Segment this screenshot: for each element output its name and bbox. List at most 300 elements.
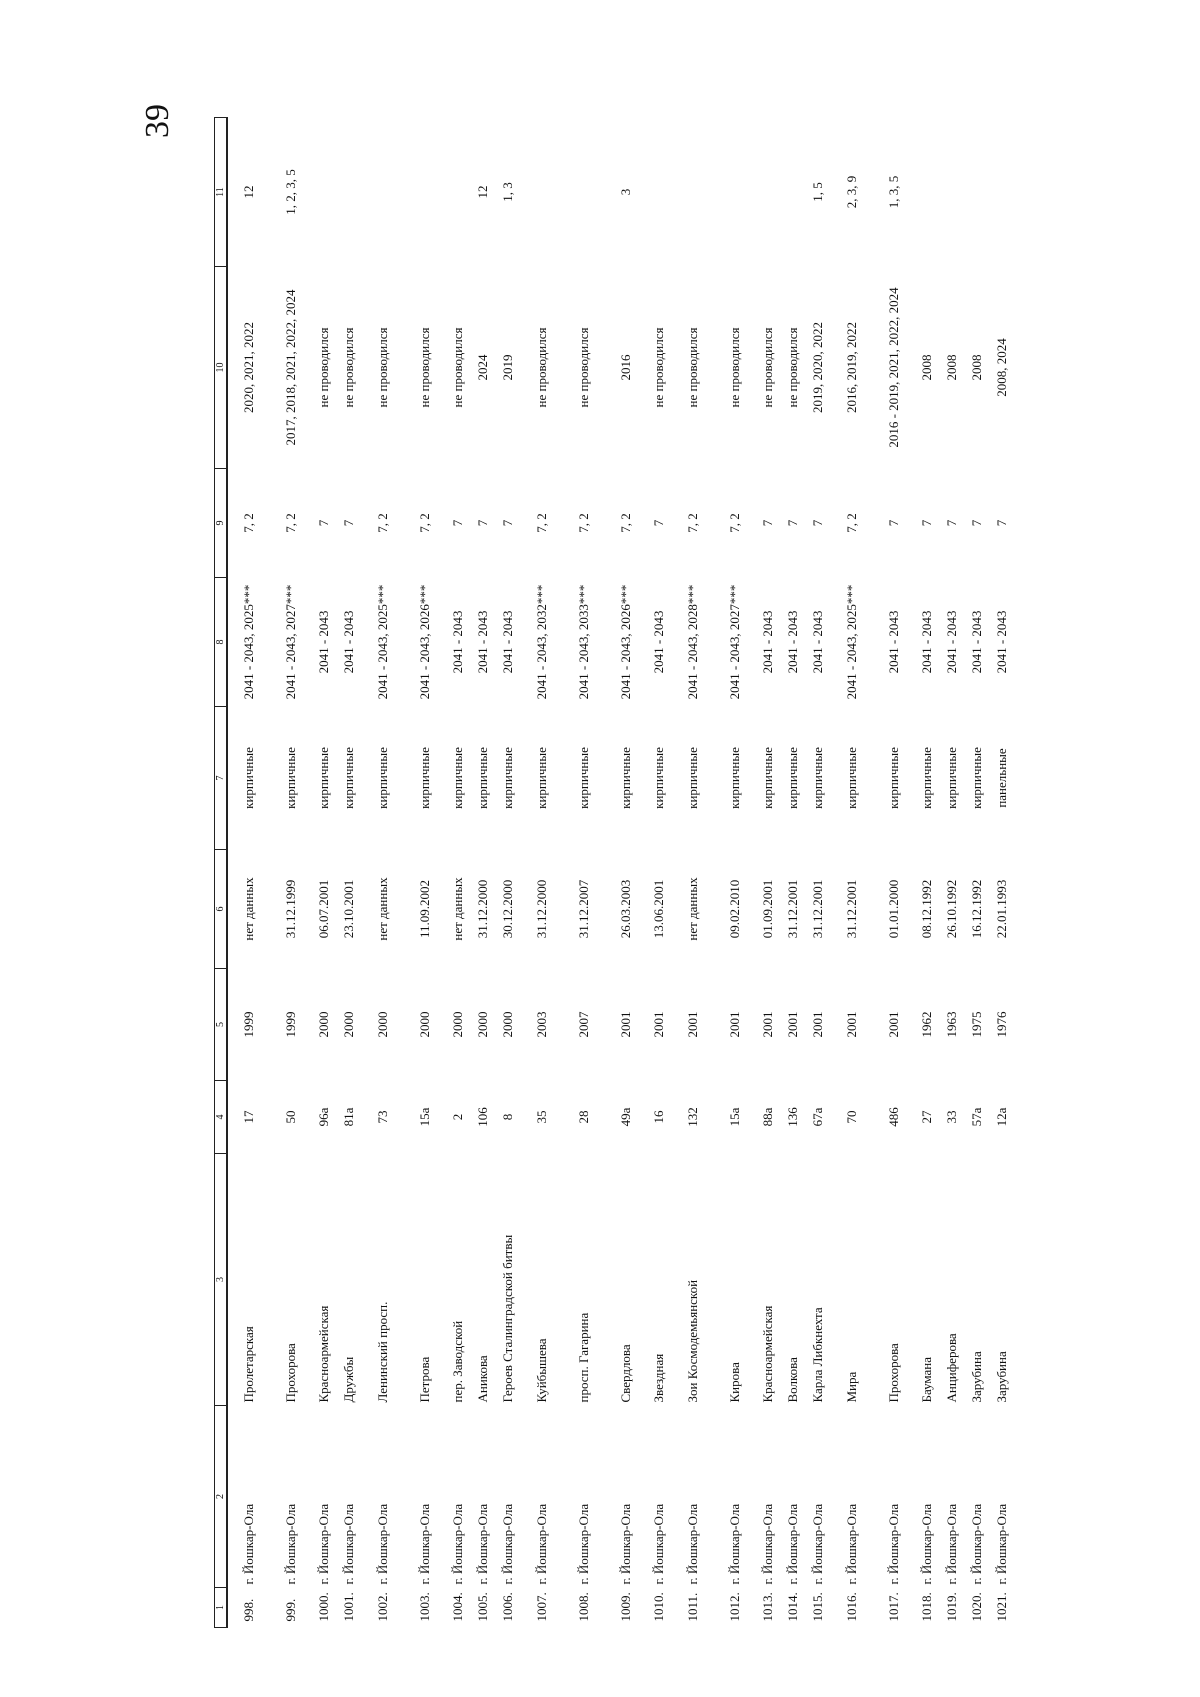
planned-period-cell: 2041 - 2043, 2025*** (843, 584, 859, 700)
column-header: 11 (215, 118, 228, 267)
note-cell (562, 118, 604, 267)
note-cell (780, 118, 805, 267)
city-cell: г. Йошкар-Ола (969, 1503, 984, 1585)
works-years-cell: 2020, 2021, 2022 (241, 322, 256, 413)
works-years-cell: не проводился (374, 327, 390, 408)
row-number: 1016. (843, 1592, 859, 1622)
date-cell: 13.06.2001 (651, 879, 666, 939)
row-number: 1021. (994, 1592, 1009, 1622)
row-number: 1007. (533, 1592, 549, 1622)
table-row (964, 118, 989, 1628)
city-cell: г. Йошкар-Ола (475, 1503, 490, 1585)
house-number-cell: 50 (282, 1110, 298, 1124)
housing-table (214, 117, 1014, 1628)
table-row (562, 118, 604, 1628)
city-cell: г. Йошкар-Ола (500, 1503, 515, 1585)
note-cell: 1, 3, 5 (885, 175, 901, 209)
planned-period-cell: 2041 - 2043, 2028*** (684, 584, 700, 700)
wall-material-cell: кирпичные (500, 747, 515, 809)
column-header: 2 (215, 1406, 228, 1588)
wall-material-cell: кирпичные (374, 747, 390, 809)
date-cell: нет данных (450, 877, 465, 941)
row-number: 1012. (726, 1592, 742, 1622)
city-cell: г. Йошкар-Ола (533, 1503, 549, 1585)
city-cell: г. Йошкар-Ола (994, 1503, 1009, 1585)
street-cell: Мира (843, 1371, 859, 1403)
street-cell: Петрова (416, 1356, 432, 1403)
column-header: 9 (215, 469, 228, 578)
house-number-cell: 67а (810, 1107, 825, 1127)
row-number: 1002. (374, 1592, 390, 1622)
planned-period-cell: 2041 - 2043 (760, 610, 775, 674)
house-number-cell: 70 (843, 1110, 859, 1124)
street-cell: Баумана (919, 1356, 934, 1403)
date-cell: 31.12.2007 (575, 879, 591, 939)
wall-material-cell: кирпичные (919, 747, 934, 809)
note-cell (989, 118, 1014, 267)
table-row (520, 118, 562, 1628)
code-cell: 7 (810, 519, 825, 527)
wall-material-cell: кирпичные (684, 747, 700, 809)
works-years-cell: 2016, 2019, 2022 (843, 322, 859, 413)
date-cell: 09.02.2010 (726, 879, 742, 939)
works-years-cell: не проводился (316, 327, 331, 408)
planned-period-cell: 2041 - 2043 (785, 610, 800, 674)
code-cell: 7, 2 (241, 513, 256, 533)
date-cell: 11.09.2002 (416, 879, 432, 939)
city-cell: г. Йошкар-Ола (760, 1503, 775, 1585)
planned-period-cell: 2041 - 2043, 2026*** (416, 584, 432, 700)
street-cell: Анциферова (944, 1333, 959, 1403)
year-built-cell: 2001 (843, 1011, 859, 1038)
note-cell (403, 118, 445, 267)
table-row (939, 118, 964, 1628)
code-cell: 7, 2 (684, 513, 700, 533)
date-cell: 31.12.1999 (282, 879, 298, 939)
street-cell: Аникова (475, 1355, 490, 1403)
year-built-cell: 2001 (726, 1011, 742, 1038)
works-years-cell: 2008, 2024 (994, 338, 1009, 397)
house-number-cell: 17 (241, 1110, 256, 1124)
planned-period-cell: 2041 - 2043 (450, 610, 465, 674)
note-cell (646, 118, 671, 267)
street-cell: Карла Либкнехта (810, 1307, 825, 1403)
wall-material-cell: кирпичные (810, 747, 825, 809)
city-cell: г. Йошкар-Ола (316, 1503, 331, 1585)
street-cell: Волкова (785, 1357, 800, 1403)
note-cell (914, 118, 939, 267)
works-years-cell: не проводился (341, 327, 356, 408)
works-years-cell: не проводился (726, 327, 742, 408)
row-number: 1015. (810, 1592, 825, 1622)
works-years-cell: 2019, 2020, 2022 (810, 322, 825, 413)
date-cell: 31.12.2000 (475, 879, 490, 939)
year-built-cell: 1999 (241, 1011, 256, 1038)
year-built-cell: 2000 (500, 1011, 515, 1038)
city-cell: г. Йошкар-Ола (919, 1503, 934, 1585)
table-row (830, 118, 872, 1628)
table-row (805, 118, 830, 1628)
planned-period-cell: 2041 - 2043, 2027*** (726, 584, 742, 700)
planned-period-cell: 2041 - 2043, 2025*** (241, 584, 256, 700)
house-number-cell: 16 (651, 1110, 666, 1124)
house-number-cell: 49а (617, 1107, 633, 1127)
date-cell: 30.12.2000 (500, 879, 515, 939)
year-built-cell: 2000 (316, 1011, 331, 1038)
year-built-cell: 2001 (885, 1011, 901, 1038)
date-cell: 23.10.2001 (341, 879, 356, 939)
date-cell: 01.09.2001 (760, 879, 775, 939)
works-years-cell: не проводился (533, 327, 549, 408)
house-number-cell: 12а (994, 1107, 1009, 1127)
column-header: 6 (215, 850, 228, 969)
note-cell: 1, 5 (810, 182, 825, 202)
street-cell: Зои Космодемьянской (684, 1279, 700, 1403)
date-cell: 31.12.2000 (533, 879, 549, 939)
note-cell: 3 (617, 188, 633, 196)
street-cell: Зарубина (994, 1351, 1009, 1403)
house-number-cell: 96а (316, 1107, 331, 1127)
rotated-table-container (214, 118, 1009, 1628)
year-built-cell: 1976 (994, 1011, 1009, 1038)
date-cell: 08.12.1992 (919, 879, 934, 939)
note-cell (755, 118, 780, 267)
table-row (445, 118, 470, 1628)
wall-material-cell: кирпичные (944, 747, 959, 809)
planned-period-cell: 2041 - 2043 (316, 610, 331, 674)
code-cell: 7 (885, 519, 901, 527)
year-built-cell: 2001 (684, 1011, 700, 1038)
city-cell: г. Йошкар-Ола (374, 1503, 390, 1585)
row-number: 1019. (944, 1592, 959, 1622)
note-cell (964, 118, 989, 267)
code-cell: 7, 2 (575, 513, 591, 533)
works-years-cell: 2008 (919, 354, 934, 381)
street-cell: Пролетарская (241, 1326, 256, 1403)
city-cell: г. Йошкар-Ола (651, 1503, 666, 1585)
year-built-cell: 2000 (341, 1011, 356, 1038)
note-cell (713, 118, 755, 267)
street-cell: Красноармейская (316, 1305, 331, 1403)
date-cell: 06.07.2001 (316, 879, 331, 939)
row-number: 1005. (475, 1592, 490, 1622)
wall-material-cell: кирпичные (651, 747, 666, 809)
street-cell: Ленинский просп. (374, 1301, 390, 1403)
city-cell: г. Йошкар-Ола (944, 1503, 959, 1585)
note-cell (311, 118, 336, 267)
house-number-cell: 88а (760, 1107, 775, 1127)
date-cell: 26.03.2003 (617, 879, 633, 939)
code-cell: 7, 2 (533, 513, 549, 533)
city-cell: г. Йошкар-Ола (341, 1503, 356, 1585)
street-cell: Свердлова (617, 1344, 633, 1403)
city-cell: г. Йошкар-Ола (885, 1503, 901, 1585)
table-row (872, 118, 914, 1628)
city-cell: г. Йошкар-Ола (450, 1503, 465, 1585)
year-built-cell: 2000 (374, 1011, 390, 1038)
house-number-cell: 33 (944, 1110, 959, 1124)
city-cell: г. Йошкар-Ола (617, 1503, 633, 1585)
year-built-cell: 2001 (785, 1011, 800, 1038)
house-number-cell: 35 (533, 1110, 549, 1124)
table-row (403, 118, 445, 1628)
row-number: 1006. (500, 1592, 515, 1622)
city-cell: г. Йошкар-Ола (241, 1503, 256, 1585)
wall-material-cell: кирпичные (533, 747, 549, 809)
house-number-cell: 486 (885, 1107, 901, 1127)
street-cell: Красноармейская (760, 1305, 775, 1403)
code-cell: 7 (475, 519, 490, 527)
page-number: 39 (139, 104, 176, 138)
wall-material-cell: кирпичные (450, 747, 465, 809)
row-number: 1011. (684, 1592, 700, 1622)
city-cell: г. Йошкар-Ола (843, 1503, 859, 1585)
row-number: 1014. (785, 1592, 800, 1622)
city-cell: г. Йошкар-Ола (416, 1503, 432, 1585)
row-number: 1020. (969, 1592, 984, 1622)
street-cell: просп. Гагарина (575, 1312, 591, 1403)
planned-period-cell: 2041 - 2043 (944, 610, 959, 674)
street-cell: Прохорова (282, 1343, 298, 1403)
works-years-cell: не проводился (684, 327, 700, 408)
house-number-cell: 57а (969, 1107, 984, 1127)
column-header: 4 (215, 1081, 228, 1154)
wall-material-cell: панельные (994, 748, 1009, 808)
table-row (604, 118, 646, 1628)
street-cell: Звездная (651, 1353, 666, 1403)
works-years-cell: не проводился (760, 327, 775, 408)
date-cell: нет данных (241, 877, 256, 941)
wall-material-cell: кирпичные (341, 747, 356, 809)
works-years-cell: не проводился (575, 327, 591, 408)
wall-material-cell: кирпичные (575, 747, 591, 809)
row-number: 1003. (416, 1592, 432, 1622)
code-cell: 7 (994, 519, 1009, 527)
wall-material-cell: кирпичные (969, 747, 984, 809)
year-built-cell: 1963 (944, 1011, 959, 1038)
row-number: 1004. (450, 1592, 465, 1622)
planned-period-cell: 2041 - 2043 (475, 610, 490, 674)
row-number: 1001. (341, 1592, 356, 1622)
code-cell: 7 (944, 519, 959, 527)
year-built-cell: 1975 (969, 1011, 984, 1038)
house-number-cell: 2 (450, 1113, 465, 1121)
wall-material-cell: кирпичные (475, 747, 490, 809)
year-built-cell: 2007 (575, 1011, 591, 1038)
note-cell (671, 118, 713, 267)
code-cell: 7, 2 (416, 513, 432, 533)
wall-material-cell: кирпичные (726, 747, 742, 809)
date-cell: 31.12.2001 (810, 879, 825, 939)
city-cell: г. Йошкар-Ола (726, 1503, 742, 1585)
date-cell: 31.12.2001 (785, 879, 800, 939)
row-number: 1008. (575, 1592, 591, 1622)
year-built-cell: 1999 (282, 1011, 298, 1038)
table-row (989, 118, 1014, 1628)
code-cell: 7, 2 (282, 513, 298, 533)
table-row (227, 118, 269, 1628)
planned-period-cell: 2041 - 2043 (651, 610, 666, 674)
table-row (495, 118, 520, 1628)
house-number-cell: 73 (374, 1110, 390, 1124)
row-number: 998. (241, 1598, 256, 1622)
code-cell: 7 (919, 519, 934, 527)
works-years-cell: 2017, 2018, 2021, 2022, 2024 (282, 289, 298, 446)
house-number-cell: 15а (416, 1107, 432, 1127)
works-years-cell: не проводился (785, 327, 800, 408)
house-number-cell: 27 (919, 1110, 934, 1124)
column-header: 3 (215, 1154, 228, 1406)
works-years-cell: не проводился (651, 327, 666, 408)
works-years-cell: не проводился (416, 327, 432, 408)
year-built-cell: 2001 (810, 1011, 825, 1038)
table-row (671, 118, 713, 1628)
row-number: 1010. (651, 1592, 666, 1622)
wall-material-cell: кирпичные (241, 747, 256, 809)
row-number: 1000. (316, 1592, 331, 1622)
year-built-cell: 2001 (617, 1011, 633, 1038)
code-cell: 7, 2 (726, 513, 742, 533)
city-cell: г. Йошкар-Ола (785, 1503, 800, 1585)
works-years-cell: 2016 (617, 354, 633, 381)
street-cell: пер. Заводской (450, 1320, 465, 1403)
code-cell: 7 (760, 519, 775, 527)
table-row (470, 118, 495, 1628)
street-cell: Героев Сталинградской битвы (500, 1234, 515, 1403)
column-header: 10 (215, 267, 228, 469)
works-years-cell: не проводился (450, 327, 465, 408)
table-header-row (215, 118, 228, 1628)
city-cell: г. Йошкар-Ола (684, 1503, 700, 1585)
wall-material-cell: кирпичные (617, 747, 633, 809)
column-header: 7 (215, 707, 228, 850)
note-cell: 1, 3 (500, 182, 515, 202)
note-cell: 1, 2, 3, 5 (282, 169, 298, 215)
city-cell: г. Йошкар-Ола (282, 1503, 298, 1585)
code-cell: 7 (316, 519, 331, 527)
row-number: 1013. (760, 1592, 775, 1622)
date-cell: 31.12.2001 (843, 879, 859, 939)
column-header: 5 (215, 969, 228, 1081)
year-built-cell: 2001 (651, 1011, 666, 1038)
code-cell: 7 (500, 519, 515, 527)
row-number: 999. (282, 1598, 298, 1622)
note-cell: 2, 3, 9 (843, 175, 859, 209)
works-years-cell: 2024 (475, 354, 490, 381)
wall-material-cell: кирпичные (316, 747, 331, 809)
table-row (646, 118, 671, 1628)
date-cell: нет данных (684, 877, 700, 941)
note-cell: 12 (241, 185, 256, 199)
planned-period-cell: 2041 - 2043, 2025*** (374, 584, 390, 700)
note-cell (361, 118, 403, 267)
year-built-cell: 2000 (416, 1011, 432, 1038)
table-body (227, 118, 1014, 1628)
code-cell: 7 (785, 519, 800, 527)
code-cell: 7 (450, 519, 465, 527)
house-number-cell: 15а (726, 1107, 742, 1127)
table-row (713, 118, 755, 1628)
planned-period-cell: 2041 - 2043 (810, 610, 825, 674)
wall-material-cell: кирпичные (760, 747, 775, 809)
wall-material-cell: кирпичные (785, 747, 800, 809)
wall-material-cell: кирпичные (416, 747, 432, 809)
planned-period-cell: 2041 - 2043, 2032*** (533, 584, 549, 700)
note-cell (336, 118, 361, 267)
date-cell: 26.10.1992 (944, 879, 959, 939)
table-row (311, 118, 336, 1628)
works-years-cell: 2008 (944, 354, 959, 381)
column-header: 1 (215, 1588, 228, 1628)
note-cell (445, 118, 470, 267)
date-cell: 22.01.1993 (994, 879, 1009, 939)
house-number-cell: 132 (684, 1107, 700, 1127)
row-number: 1009. (617, 1592, 633, 1622)
street-cell: Кирова (726, 1362, 742, 1403)
table-row (780, 118, 805, 1628)
street-cell: Куйбышева (533, 1338, 549, 1403)
row-number: 1017. (885, 1592, 901, 1622)
planned-period-cell: 2041 - 2043 (994, 610, 1009, 674)
planned-period-cell: 2041 - 2043, 2027*** (282, 584, 298, 700)
code-cell: 7 (969, 519, 984, 527)
year-built-cell: 2001 (760, 1011, 775, 1038)
note-cell: 12 (475, 185, 490, 199)
house-number-cell: 28 (575, 1110, 591, 1124)
planned-period-cell: 2041 - 2043 (919, 610, 934, 674)
planned-period-cell: 2041 - 2043 (500, 610, 515, 674)
works-years-cell: 2019 (500, 354, 515, 381)
year-built-cell: 2003 (533, 1011, 549, 1038)
date-cell: 16.12.1992 (969, 879, 984, 939)
planned-period-cell: 2041 - 2043 (885, 610, 901, 674)
wall-material-cell: кирпичные (843, 747, 859, 809)
code-cell: 7 (341, 519, 356, 527)
works-years-cell: 2008 (969, 354, 984, 381)
code-cell: 7, 2 (617, 513, 633, 533)
table-row (914, 118, 939, 1628)
note-cell (939, 118, 964, 267)
table-row (336, 118, 361, 1628)
works-years-cell: 2016 - 2019, 2021, 2022, 2024 (885, 287, 901, 448)
year-built-cell: 2000 (475, 1011, 490, 1038)
planned-period-cell: 2041 - 2043 (969, 610, 984, 674)
house-number-cell: 81а (341, 1107, 356, 1127)
city-cell: г. Йошкар-Ола (810, 1503, 825, 1585)
wall-material-cell: кирпичные (885, 747, 901, 809)
date-cell: нет данных (374, 877, 390, 941)
code-cell: 7, 2 (843, 513, 859, 533)
table-row (269, 118, 311, 1628)
table-row (755, 118, 780, 1628)
year-built-cell: 1962 (919, 1011, 934, 1038)
street-cell: Прохорова (885, 1343, 901, 1403)
city-cell: г. Йошкар-Ола (575, 1503, 591, 1585)
code-cell: 7, 2 (374, 513, 390, 533)
table-row (361, 118, 403, 1628)
house-number-cell: 8 (500, 1113, 515, 1121)
planned-period-cell: 2041 - 2043, 2026*** (617, 584, 633, 700)
street-cell: Зарубина (969, 1351, 984, 1403)
note-cell (520, 118, 562, 267)
date-cell: 01.01.2000 (885, 879, 901, 939)
code-cell: 7 (651, 519, 666, 527)
house-number-cell: 106 (475, 1107, 490, 1127)
year-built-cell: 2000 (450, 1011, 465, 1038)
planned-period-cell: 2041 - 2043 (341, 610, 356, 674)
street-cell: Дружбы (341, 1356, 356, 1403)
house-number-cell: 136 (785, 1107, 800, 1127)
